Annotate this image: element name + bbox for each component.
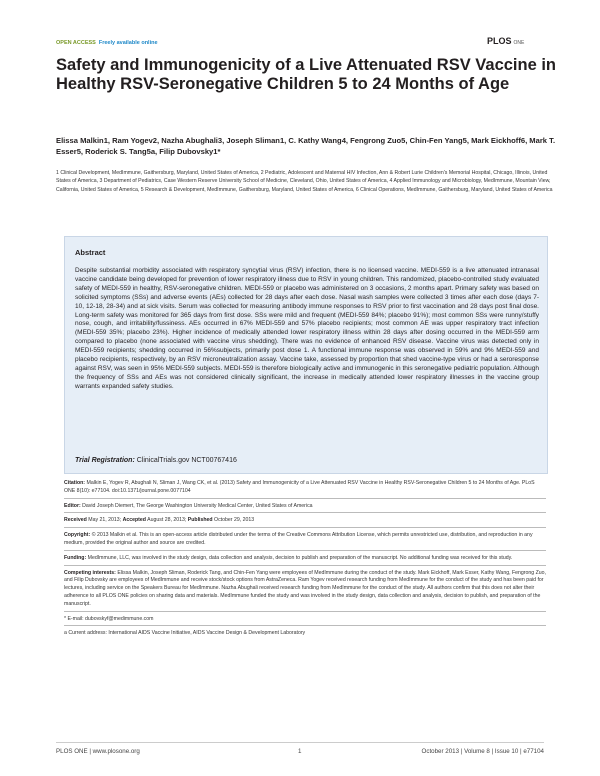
freely-available-text: Freely available online	[98, 40, 158, 46]
funding-text: MedImmune, LLC, was involved in the study design, data collection and analysis, decision to publish and preparation of the manuscript. No additional funding was received for this study.	[87, 554, 513, 561]
affiliations: 1 Clinical Development, MedImmune, Gaithersburg, Maryland, United States of America, 2 Pediatric, Adolescent and Maternal HIV Infection, Ann & Robert Lurie Children's Memorial Hospital, Chicago, Illinois, United States of America, 3 Department of Pediatrics, Case Western Reserve University School of Medicine, Cleveland, Ohio, United States of America, 4 Applied Immunology and Microbiology, MedImmune, Mountain View, California, United States of America, 5 Research & Development, MedImmune, Gaithersburg, Maryland, United States of America, 6 Clinical Operations, MedImmune, Gaithersburg, Maryland, United States of America	[56, 170, 553, 193]
published-label: Published	[187, 517, 213, 524]
divider	[64, 527, 546, 528]
citation-text: Malkin E, Yogev R, Abughali N, Sliman J, Wang CK, et al. (2013) Safety and Immunogenicity of a Live Attenuated RSV Vaccine in Healthy RSV-Seronegative Children 5 to 24 Months of Age. PLoS ONE 8(10): e77104. doi:10.1371/journal.pone.0077104	[64, 480, 535, 494]
editor-text: David Joseph Diemert, The George Washington University Medical Center, United States of America	[82, 502, 313, 509]
received-label: Received	[64, 517, 87, 524]
funding-label: Funding:	[64, 554, 87, 561]
divider	[64, 611, 546, 612]
divider	[64, 565, 546, 566]
competing-interests	[64, 570, 546, 609]
email[interactable]: * E-mail: dubovskyf@medimmune.com	[64, 615, 154, 622]
article-title: Safety and Immunogenicity of a Live Attenuated RSV Vaccine in Healthy RSV-Seronegative Children 5 to 24 Months of Age	[56, 56, 557, 93]
page-number: 1	[298, 748, 302, 755]
editor-label: Editor:	[64, 502, 81, 509]
logo-text: PLOS	[487, 36, 512, 46]
accepted-date: August 28, 2013;	[147, 517, 187, 524]
abstract-heading: Abstract	[75, 248, 106, 257]
competing-text: Elissa Malkin, Joseph Sliman, Roderick Tang, and Chin-Fen Yang were employees of MedImmune during the conduct of the study. Mark Eickhoff, Mark Esser, Kathy Wang, Fengrong Zuo, and Filip Dubovsky are employees of MedImmune and receive stock/stock options from AstraZeneca. Ram Yogev received research funding from MedImmune for the conduct of the study and has been paid for lectures, including service on the Speakers Bureau for MedImmune. Nazha Abughali received research funding from MedImmune for the conduct of the study. All authors confirm that this does not alter their adherence to all PLOS ONE policies on sharing data and materials. MedImmune funded the study and was involved in the study design, data collection and analysis, decision to publish, and preparation of the manuscript.	[64, 569, 546, 607]
plos-one-logo	[487, 36, 524, 46]
trial-label: Trial Registration:	[75, 457, 135, 464]
dates	[64, 517, 546, 525]
editor	[64, 503, 546, 511]
logo-sub-text: ONE	[513, 40, 525, 46]
divider	[64, 550, 546, 551]
trial-registration	[75, 457, 237, 464]
copyright-label: Copyright:	[64, 532, 91, 539]
funding	[64, 555, 546, 563]
divider	[64, 512, 546, 513]
open-access-text: OPEN ACCESS	[56, 40, 96, 46]
citation	[64, 480, 546, 496]
citation-label: Citation:	[64, 480, 86, 486]
competing-label: Competing interests:	[64, 569, 116, 576]
page-footer	[0, 748, 600, 760]
article-metadata	[64, 480, 546, 640]
trial-value[interactable]: ClinicalTrials.gov NCT00767416	[136, 457, 237, 464]
footer-divider	[56, 742, 544, 743]
received-date: May 21, 2013;	[88, 517, 122, 524]
copyright-text: © 2013 Malkin et al. This is an open-access article distributed under the terms of the Creative Commons Attribution License, which permits unrestricted use, distribution, and reproduction in any medium, provided the original author and source are credited.	[64, 532, 533, 546]
abstract-box	[64, 236, 548, 474]
published-date: October 29, 2013	[214, 517, 255, 524]
abstract-body: Despite substantial morbidity associated with respiratory syncytial virus (RSV) infection, there is no licensed vaccine. MEDI-559 is a live attenuated intranasal vaccine candidate being developed for prevention of lower respiratory illness due to RSV in young children. This randomized, placebo-controlled study evaluated safety of MEDI-559 in healthy, RSV-seronegative children. MEDI-559 or placebo was administered on 3 occasions, 2 months apart. Primary safety was based on solicited symptoms (SSs) and adverse events (AEs) collected for 28 days after each dose. Nasal wash samples were collected 3 times after each dose (days 7-10, 12-18, 28-34) and at sick visits. Serum was collected for measuring antibody immune responses to RSV prior to first vaccination and 28 days post final dose. Long-term safety was monitored for 365 days from first dose. SSs were mild and frequent (MEDI-559 84%; placebo 91%); most common SSs were runny/stuffy nose, cough, and irritability/fussiness. AEs occurred in 67% MEDI-559 and 57% placebo recipients; most common AE was upper respiratory tract infection (MEDI-559 35%; placebo 23%). Higher incidence of medically attended lower respiratory illness within 28 days after dosing occurred in the MEDI-559 arm compared to placebo (none associated with vaccine virus shedding). There was no evidence of enhanced RSV disease. Vaccine virus was detected only in MEDI-559 recipients; shedding occurred in 56%subjects, primarily post dose 1. A functional immune response was observed in 59% and 9% MEDI-559 and placebo recipients, respectively, by an RSV microneutralization assay. Vaccine take, assessed by proportion that shed vaccine-type virus or had a seroresponse against RSV, was seen in 95% MEDI-559 subjects. MEDI-559 is therefore biologically active and immunogenic in this seronegative pediatric population. Although the frequency of SSs and AEs was not considered clinically significant, the increase in medically attended lower respiratory illnesses in the vaccine group warrants expanded safety studies.	[75, 267, 539, 390]
accepted-label: Accepted	[122, 517, 146, 524]
author-list: Elissa Malkin1, Ram Yogev2, Nazha Abughali3, Joseph Sliman1, C. Kathy Wang4, Fengrong Zuo5, Chin-Fen Yang5, Mark Eickhoff6, Mark T. Esser5, Roderick S. Tang5a, Filip Dubovsky1*	[56, 136, 556, 156]
footer-issue: October 2013 | Volume 8 | Issue 10 | e77104	[421, 748, 544, 755]
copyright	[64, 532, 546, 548]
current-address: a Current address: International AIDS Vaccine Initiative, AIDS Vaccine Design & Development Laboratory	[64, 630, 306, 637]
divider	[64, 498, 546, 499]
open-access-label	[56, 40, 158, 46]
footer-journal[interactable]: PLOS ONE | www.plosone.org	[56, 748, 140, 755]
divider	[64, 625, 546, 626]
